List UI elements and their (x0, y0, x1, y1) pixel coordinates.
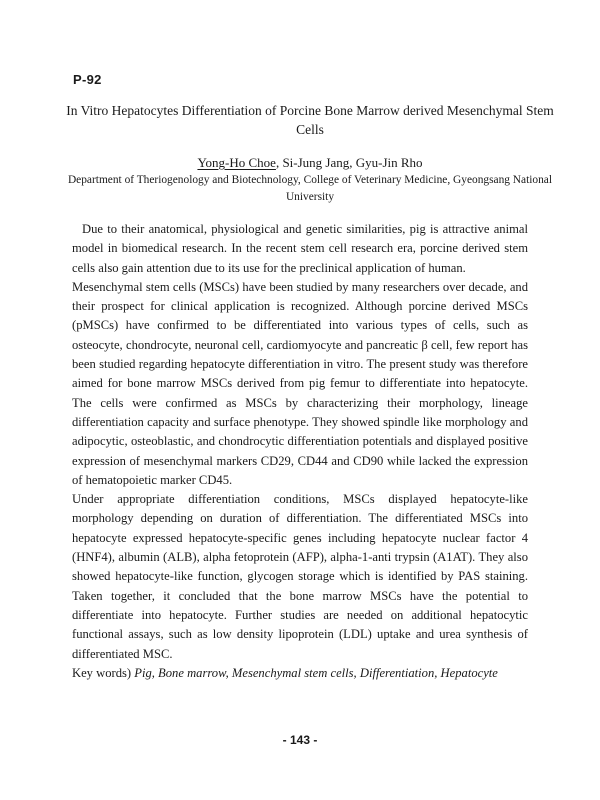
presenting-author: Yong-Ho Choe (197, 155, 276, 170)
abstract-body (72, 220, 528, 664)
page-number: - 143 - (282, 733, 318, 747)
abstract-paragraph-3: Under appropriate differentiation conditions, MSCs displayed hepatocyte-like morphology depending on duration of differentiation. The differentiated MSCs into hepatocyte expressed hepatocyte-specific genes including hepatocyte nuclear factor 4 (HNF4), albumin (ALB), alpha fetoprotein (AFP), alpha-1-anti trypsin (A1AT). They also showed hepatocyte-like function, glycogen storage which is identified by PAS staining. Taken together, it concluded that the bone marrow MSCs have the potential to differentiate into hepatocyte. Further studies are needed on additional hepatocytic functional assays, such as low density lipoprotein (LDL) uptake and urea synthesis of differentiated MSC. (72, 492, 528, 661)
abstract-paragraph-1: Due to their anatomical, physiological and genetic similarities, pig is attractive animal model in biomedical research. In the recent stem cell research era, porcine derived stem cells also gain attention due to its use for the preclinical application of human. (72, 222, 528, 275)
author-list (60, 154, 560, 171)
abstract-code: P-92 (73, 72, 102, 87)
keywords-label: Key words) (72, 666, 135, 680)
keywords (72, 664, 542, 683)
affiliation: Department of Theriogenology and Biotechnology, College of Veterinary Medicine, Gyeongsang National University (67, 174, 553, 203)
co-authors: , Si-Jung Jang, Gyu-Jin Rho (275, 155, 423, 170)
abstract-paragraph-2: Mesenchymal stem cells (MSCs) have been studied by many researchers over decade, and their prospect for clinical application is recognized. Although porcine derived MSCs (pMSCs) have confirmed to be differentiated into various types of cells, such as osteocyte, chondrocyte, neuronal cell, cardiomyocyte and pancreatic β cell, few report has been studied regarding hepatocyte differentiation in vitro. The present study was therefore aimed for bone marrow MSCs derived from pig femur to differentiate into hepatocyte. The cells were confirmed as MSCs by characterizing their morphology, lineage differentiation capacity and surface phenotype. They showed spindle like morphology and adipocytic, osteoblastic, and chondrocytic differentiation potentials and displayed positive expression of mesenchymal markers CD29, CD44 and CD90 while lacked the expression of hematopoietic marker CD45. (72, 279, 528, 487)
abstract-title: In Vitro Hepatocytes Differentiation of Porcine Bone Marrow derived Mesenchymal Stem Cells (66, 103, 554, 137)
keywords-terms: Pig, Bone marrow, Mesenchymal stem cells, Differentiation, Hepatocyte (134, 666, 498, 680)
